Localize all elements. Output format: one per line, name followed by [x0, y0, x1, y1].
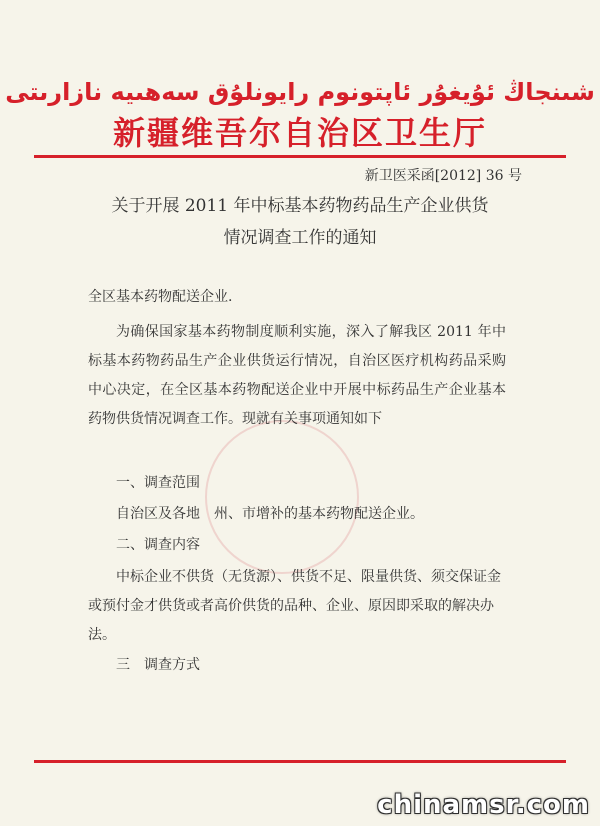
section-3-heading: 三 调查方式: [116, 657, 200, 673]
site-watermark: chinamsr.com: [377, 790, 590, 820]
faded-seal: [205, 420, 359, 574]
org-name-uyghur: شىنجاڭ ئۇيغۇر ئاپتونوم رايونلۇق سەھىيە نازارىتى: [5, 78, 595, 106]
footer-red-rule: [34, 760, 566, 763]
section-2-text: 中标企业不供货（无货源）、供货不足、限量供货、须交保证金或预付金才供货或者高价供货的品种、企业、原因即采取的解决办法。: [88, 569, 501, 643]
intro-paragraph: 为确保国家基本药物制度顺利实施，深入了解我区 2011 年中标基本药物药品生产企业供货运行情况，自治区医疗机构药品采购中心决定，在全区基本药物配送企业中开展中标药品生产企业基本药物供货情况调查工作。现就有关事项通知如下: [88, 324, 506, 427]
section-1-text: 自治区及各地 州、市增补的基本药物配送企业。: [116, 506, 424, 522]
org-name-chinese: 新疆维吾尔自治区卫生厅: [112, 114, 487, 152]
title-line-2: 情况调查工作的通知: [223, 228, 377, 248]
addressee: 全区基本药物配送企业.: [88, 289, 233, 305]
title-line-1: 关于开展 2011 年中标基本药物药品生产企业供货: [111, 196, 489, 216]
header-red-rule: [34, 155, 566, 158]
document-number: 新卫医采函[2012] 36 号: [364, 168, 522, 184]
section-1-heading: 一、调查范围: [116, 475, 200, 491]
section-2-heading: 二、调查内容: [116, 537, 200, 553]
document-title: [0, 190, 600, 254]
